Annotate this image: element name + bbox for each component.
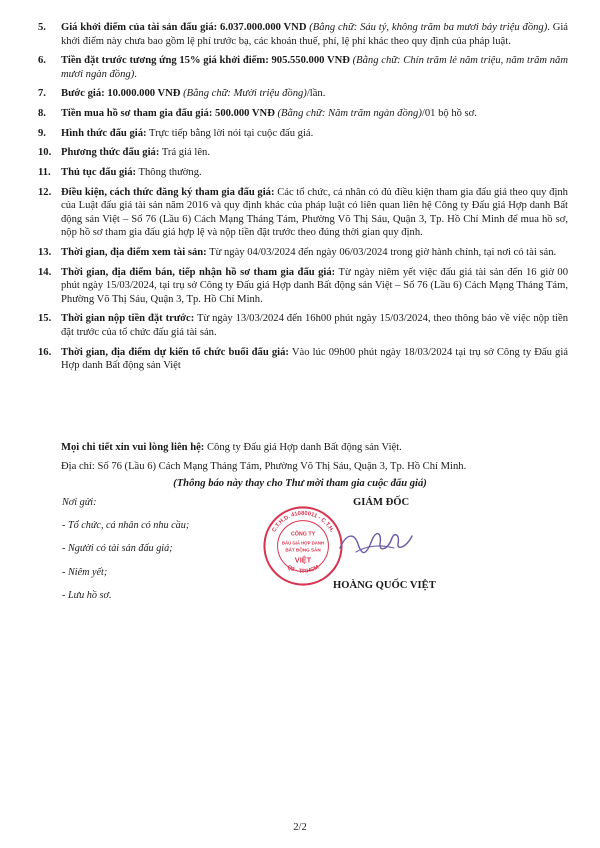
recipient-item: - Lưu hồ sơ. xyxy=(62,589,112,601)
item-number: 14. xyxy=(38,266,52,278)
company-stamp xyxy=(262,505,344,587)
item-text: Từ ngày 04/03/2024 đến ngày 06/03/2024 trong giờ hành chính, tại nơi có tài sản. xyxy=(206,247,557,258)
item-number: 12. xyxy=(38,186,52,198)
contact-line xyxy=(61,441,561,455)
item-number: 6. xyxy=(38,55,46,67)
contact-text: Công ty Đấu giá Hợp danh Bất động sản Việt. xyxy=(204,442,402,453)
item-number: 16. xyxy=(38,346,52,358)
svg-text:C.T.H.D. 41080011 - C.T.H.: C.T.H.D. 41080011 - C.T.H. xyxy=(271,510,335,534)
item-label: Hình thức đấu giá: xyxy=(61,127,147,139)
item-words: (Bằng chữ: Mười triệu đồng) xyxy=(183,88,307,100)
item-value: 10.000.000 VNĐ xyxy=(104,88,184,100)
item-value: 905.550.000 VNĐ xyxy=(268,55,353,67)
svg-text:BẤT ĐỘNG SẢN: BẤT ĐỘNG SẢN xyxy=(285,547,321,553)
list-item xyxy=(38,127,568,141)
item-label: Phương thức đấu giá: xyxy=(61,147,160,159)
list-item xyxy=(38,54,568,81)
list-item xyxy=(38,21,568,48)
item-number: 8. xyxy=(38,108,46,120)
item-label: Tiền đặt trước tương ứng 15% giá khởi điểm: xyxy=(61,55,269,67)
item-number: 11. xyxy=(38,167,51,179)
item-words: (Bằng chữ: Chín trăm lẻ năm triệu, năm trăm năm mươi ngàn đồng) xyxy=(61,55,568,80)
item-number: 15. xyxy=(38,313,52,325)
item-number: 7. xyxy=(38,88,46,100)
auction-terms-list xyxy=(38,21,568,379)
item-text: Vào lúc 09h00 phút ngày 18/03/2024 tại trụ sở Công ty Đấu giá Hợp danh Bất động sản Việt xyxy=(61,346,568,372)
item-text: Các tổ chức, cá nhân có đủ điều kiện tham gia đấu giá theo quy định của Luật đấu giá tài sản năm 2016 và quy định khác của pháp luật có liên quan liên hệ Công ty Đấu giá Hợp danh Bất động sản Việt – Số 76 (Lầu 6) Cách Mạng Tháng Tám, Phường Võ Thị Sáu, Quận 3, Tp. Hồ Chí Minh để mua hồ sơ, nộp hồ sơ tham gia đấu giá hợp lệ và nộp tiền đặt trước theo đúng thời gian quy định. xyxy=(61,186,568,239)
item-words: (Bằng chữ: Sáu tỷ, không trăm ba mươi bảy triệu đồng) xyxy=(309,22,548,33)
contact-label: Mọi chi tiết xin vui lòng liên hệ: xyxy=(61,442,205,453)
list-item xyxy=(38,346,568,373)
item-text: /01 bộ hồ sơ. xyxy=(421,108,477,120)
svg-text:ĐẤU GIÁ HỢP DANH: ĐẤU GIÁ HỢP DANH xyxy=(281,540,325,546)
item-number: 10. xyxy=(38,147,52,159)
list-item xyxy=(38,87,568,101)
list-item xyxy=(38,146,568,160)
item-label: Bước giá: xyxy=(61,88,105,100)
list-item xyxy=(38,107,568,121)
item-text: /lần. xyxy=(306,88,326,100)
item-text: Trực tiếp bằng lời nói tại cuộc đấu giá. xyxy=(146,127,314,139)
list-item xyxy=(38,266,568,307)
recipients-block xyxy=(62,496,189,612)
item-text: Từ ngày 13/03/2024 đến 16h00 phút ngày 15/03/2024, theo thông báo về việc nộp tiền đặt trước của tổ chức đấu giá tài sản. xyxy=(61,313,569,338)
signer-name: HOÀNG QUỐC VIỆT xyxy=(333,580,436,591)
svg-text:Q3 - TP.HCM: Q3 - TP.HCM xyxy=(285,564,321,575)
list-item xyxy=(38,312,568,339)
invitation-note: (Thông báo này thay cho Thư mời tham gia cuộc đấu giá) xyxy=(173,478,427,489)
item-text: Từ ngày niêm yết việc đấu giá tài sản đến 16 giờ 00 phút ngày 15/03/2024, tại trụ sở Công ty Đấu giá Hợp danh Bất động sản Việt – Số 76 (Lầu 6) Cách Mạng Tháng Tám, Phường Võ Thị Sáu, Quận 3, Tp. Hồ Chí Minh. xyxy=(61,266,568,305)
signer-title: GIÁM ĐỐC xyxy=(353,497,410,508)
item-label: Thủ tục đấu giá: xyxy=(61,167,137,179)
recipient-item: - Niêm yết; xyxy=(62,566,108,578)
item-number: 9. xyxy=(38,127,46,139)
svg-text:VIỆT: VIỆT xyxy=(294,555,312,565)
item-text: . Giá khởi điểm này chưa bao gồm lệ phí trước bạ, các khoản thuế, phí, lệ phí khác theo quy định của pháp luật. xyxy=(61,22,568,47)
item-value: 6.037.000.000 VND xyxy=(217,22,310,33)
item-label: Thời gian nộp tiền đặt trước: xyxy=(61,313,195,325)
item-label: Thời gian, địa điểm xem tài sản: xyxy=(61,247,207,258)
item-number: 13. xyxy=(38,247,52,258)
signature-mark xyxy=(336,522,416,562)
svg-text:CÔNG TY: CÔNG TY xyxy=(290,531,316,538)
item-value: 500.000 VNĐ xyxy=(212,108,278,120)
item-label: Giá khởi điểm của tài sản đấu giá: xyxy=(61,22,218,33)
recipient-item: - Người có tài sản đấu giá; xyxy=(62,543,173,555)
recipients-title: Nơi gửi: xyxy=(62,497,97,508)
item-words: (Bằng chữ: Năm trăm ngàn đồng) xyxy=(277,108,422,120)
list-item xyxy=(38,166,568,180)
item-number: 5. xyxy=(38,22,46,33)
item-label: Thời gian, địa điểm dự kiến tổ chức buổi đấu giá: xyxy=(61,346,289,358)
item-label: Điều kiện, cách thức đăng ký tham gia đấu giá: xyxy=(61,186,275,198)
item-text: . xyxy=(134,68,137,80)
recipient-item: - Tổ chức, cá nhân có nhu cầu; xyxy=(62,520,190,531)
item-label: Thời gian, địa điểm bán, tiếp nhận hồ sơ tham gia đấu giá: xyxy=(61,266,336,278)
contact-address: Địa chỉ: Số 76 (Lầu 6) Cách Mạng Tháng Tám, Phường Võ Thị Sáu, Quận 3, Tp. Hồ Chí Minh. xyxy=(61,461,467,472)
item-text: Trả giá lên. xyxy=(159,147,210,159)
list-item xyxy=(38,186,568,240)
list-item xyxy=(38,246,568,260)
page-number: 2/2 xyxy=(293,822,307,833)
item-text: Thông thường. xyxy=(136,167,202,179)
item-label: Tiền mua hồ sơ tham gia đấu giá: xyxy=(61,108,213,120)
